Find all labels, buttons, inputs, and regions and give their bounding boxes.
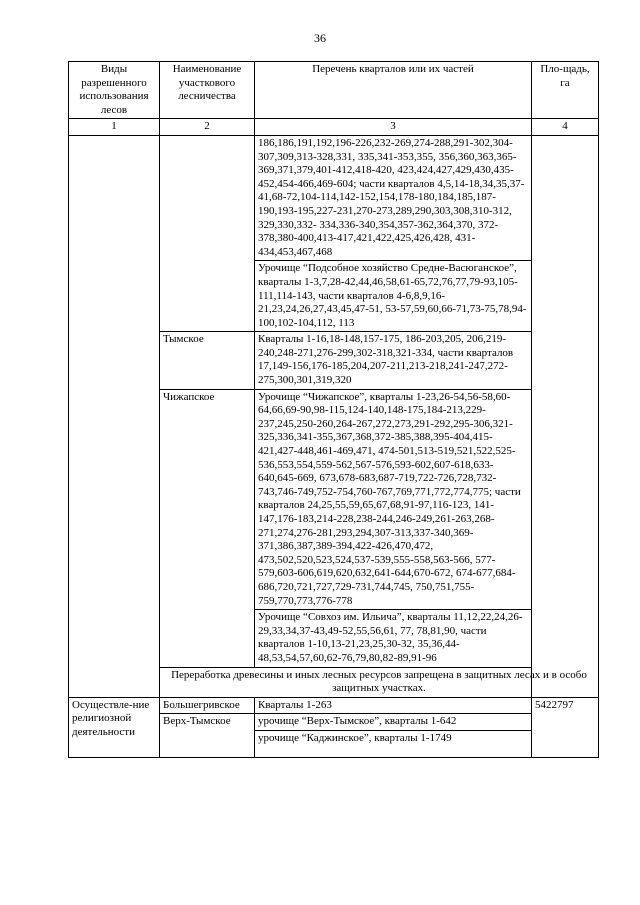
- forestry-name-verkh-tymskoe: Верх-Тымское: [160, 714, 255, 758]
- forestry-name-tymskoe: Тымское: [160, 332, 255, 389]
- forestry-name-chizhapskoe: Чижапское: [160, 389, 255, 667]
- forestry-name-bolshegrivskoe: Большегривское: [160, 697, 255, 714]
- header-quarters-list: Перечень кварталов или их частей: [255, 62, 532, 119]
- processing-note: Переработка древесины и иных лесных ресурсов запрещена в защитных лесах и в особо защитных участках.: [160, 667, 599, 697]
- page-number: 36: [314, 31, 326, 45]
- column-number: 3: [255, 119, 532, 136]
- column-numbers-row: [69, 119, 599, 136]
- header-use-type: Виды разрешенного использования лесов: [69, 62, 160, 119]
- table-header-row: [69, 62, 599, 119]
- forestry-cell-empty: [160, 135, 255, 331]
- use-type-cell-empty: [69, 135, 160, 697]
- table-row: [69, 135, 599, 260]
- quarters-cell-chizhapskoe: Урочище “Чижапское”, кварталы 1-23,26-54,56-58,60-64,66,69-90,98-115,124-140,148-175,184-213,229-237,245,250-260,264-267,272,273,291-292,295-306,321-325,336,341-355,367,368,372-385,388,395-404,415-421,427-448,461-469,471, 474-501,513-519,521,522,525-536,553,554,559-562,567-576,593-602,607-618,633-640,645-669, 673,678-683,687-719,722-726,728,732-743,746-749,752-754,760-767,769,771,772,774,775; части кварталов 24,25,55,59,65,67,68,91-97,116-123, 141-147,176-183,214-228,238-244,246-249,261-263,268-271,274,276-281,293,294,307-313,337-340,369-371,386,387,389-394,422-426,470,472, 473,502,520,523,524,537-539,555-558,563-566, 577-579,603-606,619,620,632,641-644,670-672, 674-677,684-686,720,721,727,729-731,744,745, 750,751,755-759,770,773,776-778: [255, 389, 532, 610]
- quarters-cell-bolshegrivskoe: Кварталы 1-263: [255, 697, 532, 714]
- quarters-cell-sovkhoz-ilicha: Урочище “Совхоз им. Ильича”, кварталы 11,12,22,24,26-29,33,34,37-43,49-52,55,56,61, 77, 78,81,90, части кварталов 1-10,13-21,23,25,30-32, 35,36,44-48,53,54,57,60,62-76,79,80,82-89,91-96: [255, 610, 532, 667]
- area-cell-empty: [532, 135, 599, 697]
- forest-use-table: [68, 61, 599, 758]
- column-number: 2: [160, 119, 255, 136]
- use-type-religious: Осуществле-ние религиозной деятельности: [69, 697, 160, 757]
- table-row: [69, 697, 599, 714]
- quarters-cell-continuation: 186,186,191,192,196-226,232-269,274-288,291-302,304-307,309,313-328,331, 335,341-353,355, 356,360,363,365-369,371,379,401-412,418-420, 423,424,427,429,430,435-452,454-466,469-604; части кварталов 4,5,14-18,34,35,37-41,68-72,104-114,142-152,154,178-180,184,185,187-190,193-195,227-231,270-273,289,290,303,308,310-312, 329,330,332- 334,336-340,354,357-362,364,370, 372-378,380-400,413-417,421,422,425,426,428, 431-434,453,467,468: [255, 135, 532, 260]
- area-religious: 5422797: [532, 697, 599, 757]
- column-number: 1: [69, 119, 160, 136]
- quarters-cell-kadzhinskoe: урочище “Каджинское”, кварталы 1-1749: [255, 730, 532, 757]
- quarters-cell-srednevasyugan: Урочище “Подсобное хозяйство Средне-Васюганское”, кварталы 1-3,7,28-42,44,46,58,61-65,72,76,77,79-93,105-111,114-143, части кварталов 4-6,8,9,16-21,23,24,26,27,43,45,47-51, 53-57,59,60,66-71,73-75,78,94-100,102-104,112, 113: [255, 261, 532, 332]
- quarters-cell-tymskoe: Кварталы 1-16,18-148,157-175, 186-203,205, 206,219-240,248-271,276-299,302-318,321-334, части кварталов 17,149-156,176-185,204,207-211,213-218,241-247,272-275,300,301,319,320: [255, 332, 532, 389]
- quarters-cell-verkh-tymskoe: урочище “Верх-Тымское”, кварталы 1-642: [255, 714, 532, 731]
- header-area: Пло-щадь, га: [532, 62, 599, 119]
- header-forestry-name: Наименование участкового лесничества: [160, 62, 255, 119]
- column-number: 4: [532, 119, 599, 136]
